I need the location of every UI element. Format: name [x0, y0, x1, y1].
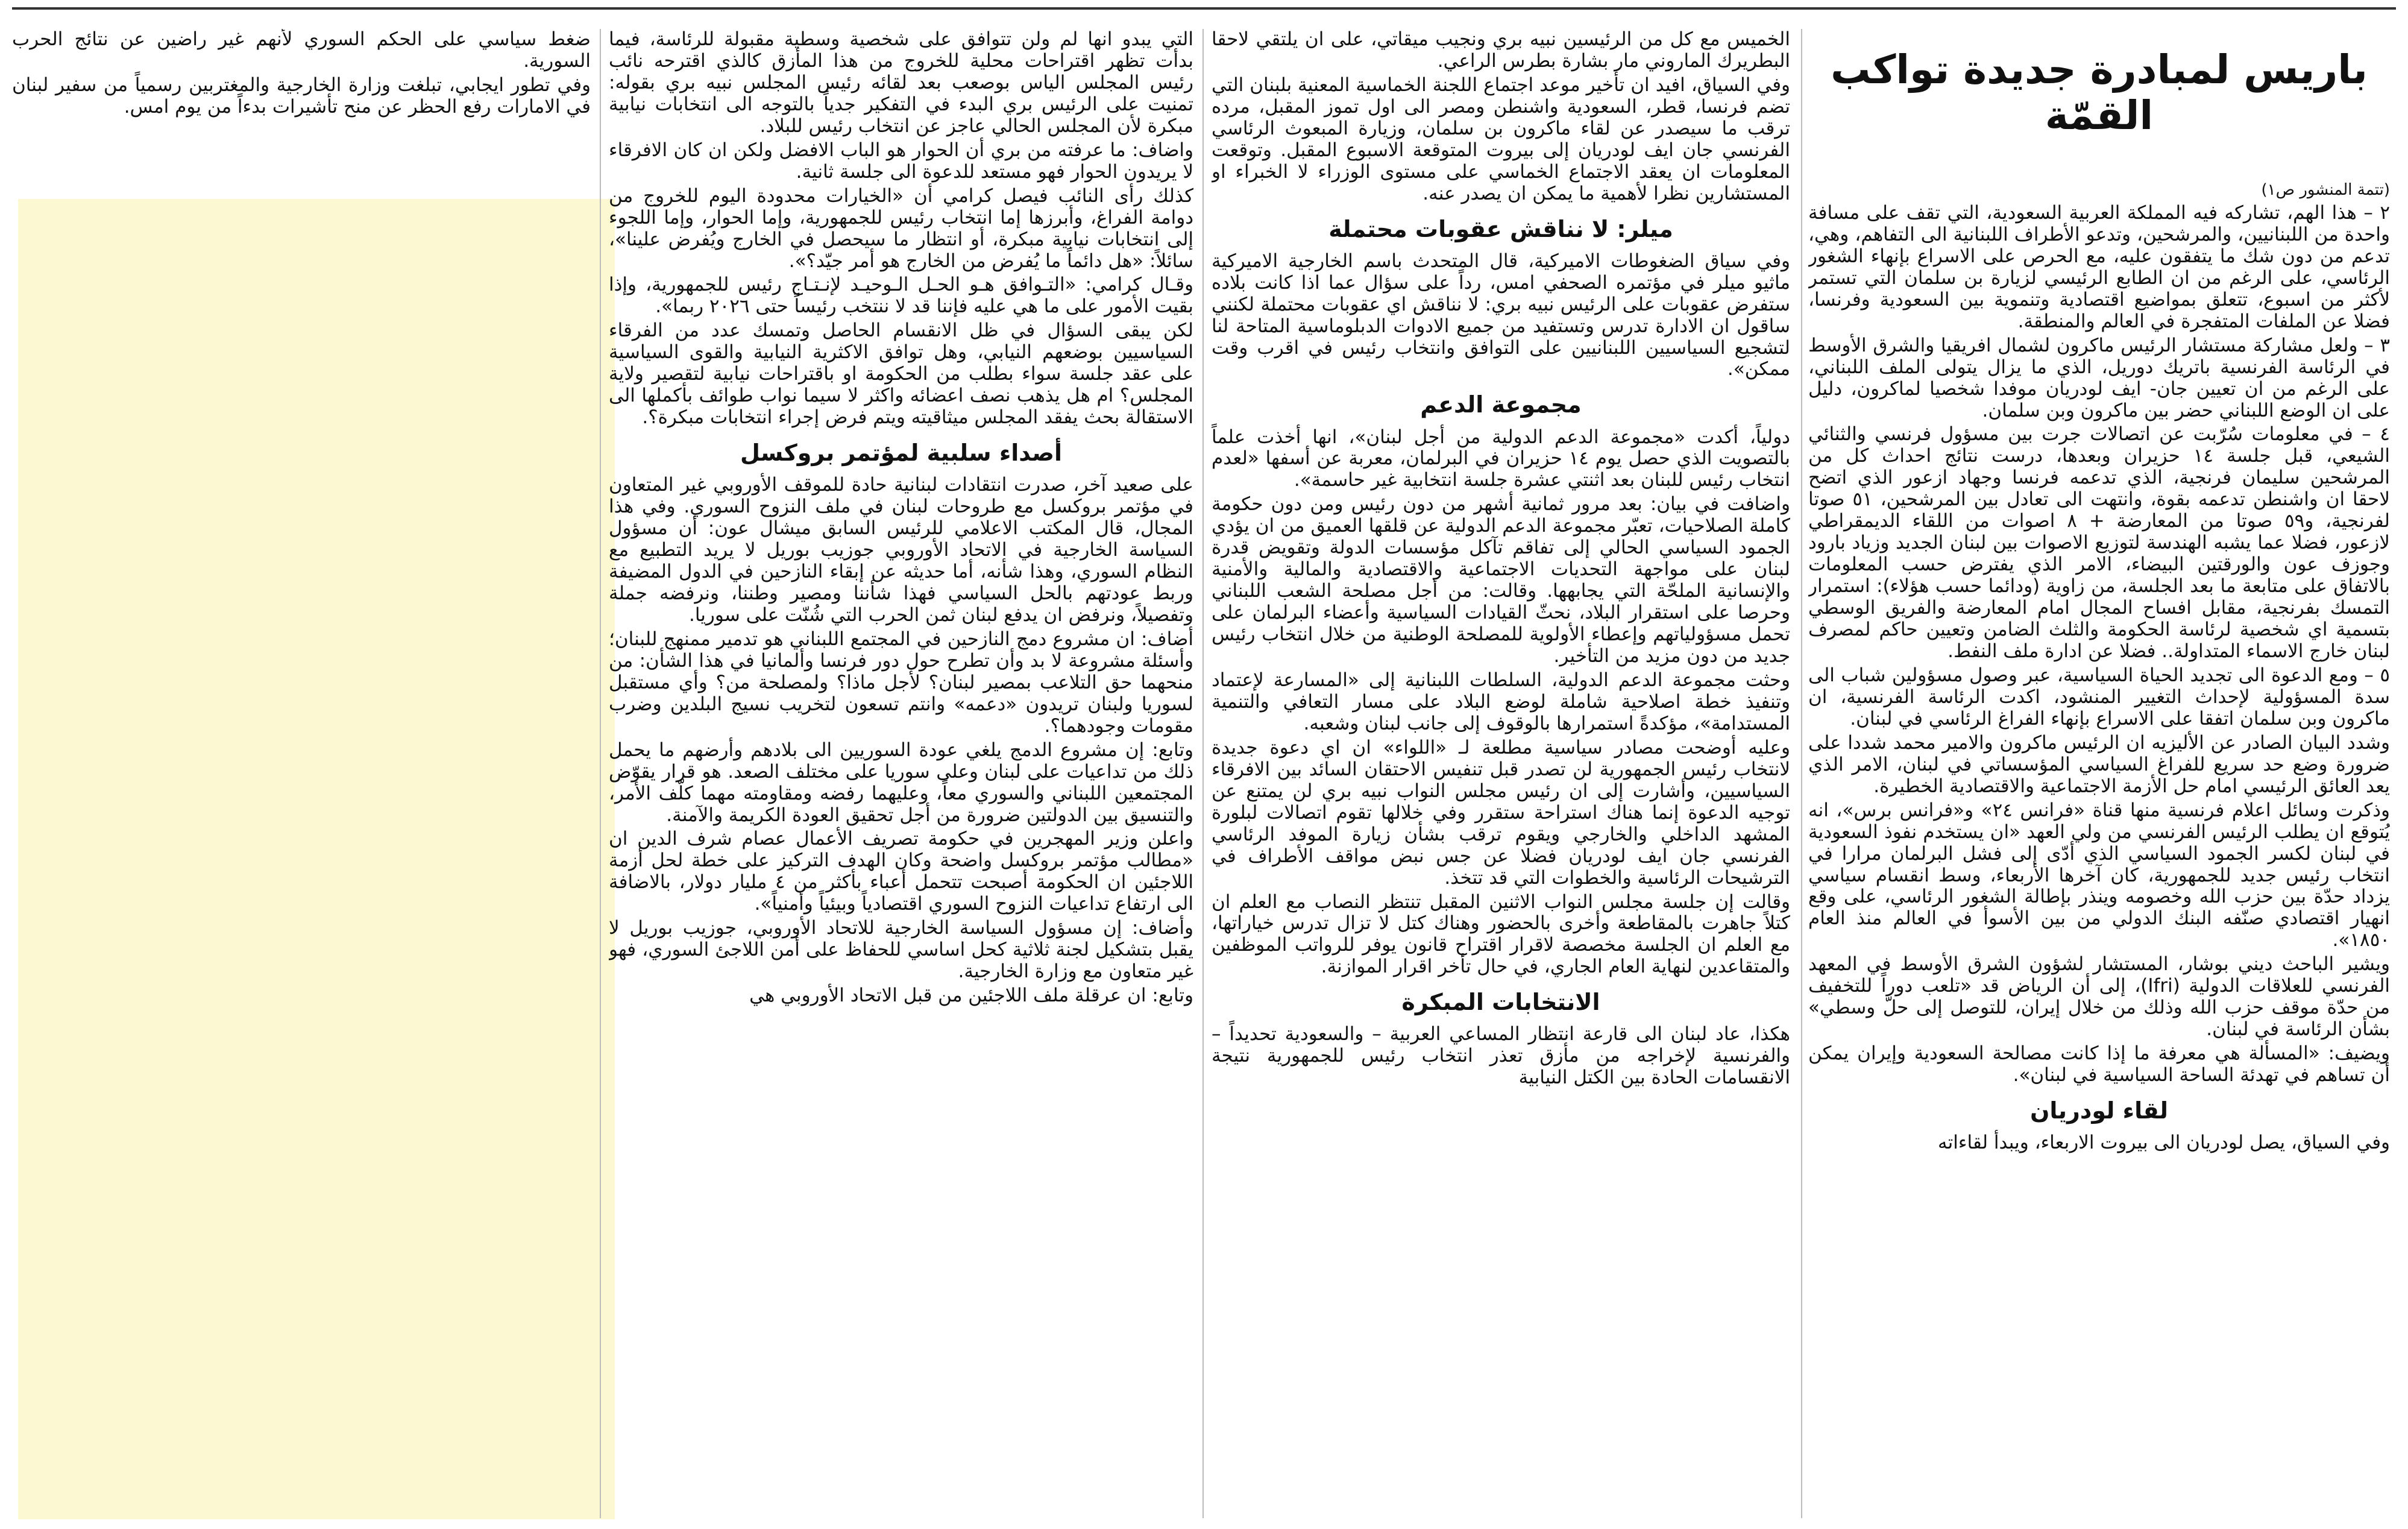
paragraph: الخميس مع كل من الرئيسين نبيه بري ونجيب ميقاتي، على ان يلتقي لاحقا البطريرك الماروني مار بشارة بطرس الراعي. — [1212, 29, 1790, 72]
paragraph: وذكرت وسائل اعلام فرنسية منها قناة «فرانس ٢٤» و«فرانس برس»، انه يُتوقع ان يطلب الرئيس الفرنسي من ولي العهد «ان يستخدم نفوذ السعودية في لبنان لكسر الجمود السياسي الذي أدّى إلى فشل البرلمان مرارا في انتخاب رئيس جديد للجمهورية، كان آخرها الأربعاء، وسط انقسام سياسي يزداد حدّة بين حزب الله وخصومه وينذر بإطالة الشغور الرئاسي، على وقع انهيار اقتصادي صنّفه البنك الدولي من بين الأسوأ في العالم منذ العام ١٨٥٠». — [1808, 799, 2390, 951]
column-divider — [1202, 29, 1204, 1518]
paragraph: التي يبدو انها لم ولن تتوافق على شخصية وسطية مقبولة للرئاسة، فيما بدأت تظهر اقتراحات محلية للخروج من هذا المأزق كالذي اقترحه نائب رئيس المجلس الياس بوصعب بعد لقائه رئيس المجلس نبيه بري بقوله: تمنيت على الرئيس بري البدء في التفكير جدياً بالتوجه الى انتخابات نيابية مبكرة لأن المجلس الحالي عاجز عن انتخاب رئيس للبلاد. — [609, 29, 1193, 137]
column-4 — [12, 29, 591, 1518]
paragraph: وقالت إن جلسة مجلس النواب الاثنين المقبل تنتظر النصاب مع العلم ان كتلاً جاهرت بالمقاطعة وأخرى بالحضور وهناك كتل لا تزال تدرس خياراتها، مع العلم ان الجلسة مخصصة لاقرار اقتراح قانون يوفر للرواتب الموظفين والمتقاعدين لنهاية العام الجاري، في حال تأخر اقرار الموازنة. — [1212, 891, 1790, 978]
paragraph: وتابع: إن مشروع الدمج يلغي عودة السوريين الى بلادهم وأرضهم ما يحمل ذلك من تداعيات على لبنان وعلى سوريا على مختلف الصعد. هو قرار يقوّض المجتمعين اللبناني والسوري معاً، وعليهما رفضه ومقاومته مهما كلّف الأمر، والتنسيق بين الدولتين ضرورة من أجل تحقيق العودة الكريمة والآمنة. — [609, 739, 1193, 826]
paragraph: وحثت مجموعة الدعم الدولية، السلطات اللبنانية إلى «المسارعة لإعتماد وتنفيذ خطة اصلاحية شاملة لوضع البلاد على مسار التعافي والتنمية المستدامة»، مؤكدةً استمرارها بالوقوف إلى جانب لبنان وشعبه. — [1212, 669, 1790, 734]
paragraph: هكذا، عاد لبنان الى قارعة انتظار المساعي العربية – والسعودية تحديداً – والفرنسية لإخراجه من مأزق تعذر انتخاب رئيس للجمهورية نتيجة الانقسامات الحادة بين الكتل النيابية — [1212, 1023, 1790, 1089]
paragraph: أضاف: ان مشروع دمج النازحين في المجتمع اللبناني هو تدمير ممنهج للبنان؛ وأسئلة مشروعة لا بد وأن تطرح حول دور فرنسا وألمانيا في هذا الشأن: من منحهما حق التلاعب بمصير لبنان؟ لأجل ماذا؟ ولمصلحة من؟ وأي مستقبل لسوريا ولبنان تريدون «دعمه» وانتم تسعون لتخريب نسيج البلدين وضرب مقومات وجودهما؟. — [609, 628, 1193, 737]
paragraph: واعلن وزير المهجرين في حكومة تصريف الأعمال عصام شرف الدين ان «مطالب مؤتمر بروكسل واضحة وكان الهدف التركيز على خطة لحل أزمة اللاجئين ان الحكومة أصبحت تتحمل أعباء بأكثر من ٤ مليار دولار، بالاضافة الى ارتفاع تداعيات النزوح السوري اقتصادياً وبيئياً وأمنياً». — [609, 828, 1193, 915]
paragraph: دولياً، أكدت «مجموعة الدعم الدولية من أجل لبنان»، انها أخذت علماً بالتصويت الذي حصل يوم ١٤ حزيران في البرلمان، معربة عن أسفها «لعدم انتخاب رئيس للبنان بعد اثنتي عشرة جلسة انتخابية غير حاسمة». — [1212, 426, 1790, 491]
headline: باريس لمبادرة جديدة تواكب القمّة — [1831, 46, 2368, 139]
paragraph: لكن يبقى السؤال في ظل الانقسام الحاصل وتمسك عدد من الفرقاء السياسيين بوضعهم النيابي، وهل توافق الاكثرية النيابية والقوى السياسية على عقد جلسة سواء بطلب من الحكومة او باقتراحات نيابية لتقصير ولاية المجلس؟ ام هل يذهب نصف اعضائه واكثر لا سيما نواب طوائف بأكملها الى الاستقالة بحث يفقد المجلس ميثاقيته ويتم فرض إجراء انتخابات مبكرة؟. — [609, 320, 1193, 429]
paragraph: كذلك رأى النائب فيصل كرامي أن «الخيارات محدودة اليوم للخروج من دوامة الفراغ، وأبرزها إما انتخاب رئيس للجمهورية، وإما الحوار، وإما اللجوء إلى انتخابات نيابية مبكرة، أو انتظار ما سيحصل في الخارج ويُفرض علينا»، سائلاً: «هل دائماً ما يُفرض من الخارج هو أمر جيّد؟». — [609, 184, 1193, 272]
paragraph: ضغط سياسي على الحكم السوري لأنهم غير راضين عن نتائج الحرب السورية. — [12, 29, 591, 72]
paragraph: ٤ – في معلومات سُرّبت عن اتصالات جرت بين مسؤول فرنسي والثنائي الشيعي، قبل جلسة ١٤ حزيران وبعدها، درست نتائج احداث كل من المرشحين سليمان فرنجية، الذي تدعمه فرنسا وجهاد ازعور الذي اتضح لاحقا ان واشنطن تدعمه بقوة، وانتهت الى تعادل بين المرشحين، ٥١ صوتا لفرنجية، و٥٩ صوتا من المعارضة + ٨ اصوات من اللقاء الديمقراطي لازعور، فضلا عما يشبه الهندسة لتوزيع الاصوات بين لبنان الجديد وزياد بارود وجوزف عون والورقتين البيضاء، الامر الذي يفترض حسب المعلومات بالاتفاق على متابعة ما بعد الجلسة، من زاوية (ودائما حسب هؤلاء): استمرار التمسك بفرنجية، مقابل افساح المجال امام المعارضة والفريق الوسطي بتسمية اي شخصية لرئاسة الحكومة والثلث الضامن وتعيين حاكم لمصرف لبنان خارج الاسماء المتداولة.. فضلا عن ادارة ملف النفط. — [1808, 423, 2390, 662]
paragraph: وفي سياق الضغوطات الاميركية، قال المتحدث باسم الخارجية الاميركية ماثيو ميلر في مؤتمره الصحفي امس، رداً على سؤال عما اذا كانت بلاده ستفرض عقوبات على الرئيس نبيه بري: لا نناقش اي عقوبات محتملة لكنني ساقول ان الادارة تدرس وتستفيد من جميع الادوات الدبلوماسية المتاحة لنا لتشجيع السياسيين اللبنانيين على التوافق وانتخاب رئيس في اقرب وقت ممكن». — [1212, 250, 1790, 380]
column-2 — [1212, 29, 1790, 1518]
paragraph: ٣ – ولعل مشاركة مستشار الرئيس ماكرون لشمال افريقيا والشرق الأوسط في الرئاسة الفرنسية باتريك دوريل، الذي ما يزال يتولى الملف اللبناني، على الرغم من ان تعيين جان- ايف لودريان موفدا شخصيا لماكرون، دليل على ان الوضع اللبناني حضر بين ماكرون وبن سلمان. — [1808, 334, 2390, 421]
column-divider — [600, 29, 601, 1518]
paragraph: على صعيد آخر، صدرت انتقادات لبنانية حادة للموقف الأوروبي غير المتعاون في مؤتمر بروكسل مع طروحات لبنان في ملف النزوح السوري. وفي هذا المجال، قال المكتب الاعلامي للرئيس السابق ميشال عون: أن مسؤول السياسة الخارجية في الاتحاد الأوروبي جوزيب بوريل لا يريد التطبيع مع النظام السوري، وهذا شأنه، أما حديثه عن إبقاء النازحين في الدول المضيفة وربط عودتهم بالحل السياسي فهذا شأننا ومصير وطننا، ونرفضه جملة وتفصيلاً، ونرفض ان يدفع لبنان ثمن الحرب التي شُنّت على سوريا. — [609, 474, 1193, 626]
subheading-early-elections: الانتخابات المبكرة — [1401, 989, 1600, 1016]
paragraph: وفي السياق، يصل لودريان الى بيروت الاربعاء، ويبدأ لقاءاته — [1938, 1132, 2390, 1154]
paragraph: وقـال كرامي: «التـوافق هـو الحـل الـوحيـد لإنـتـاج رئيس للجمهورية، وإذا بقيت الأمور على ما هي عليه فإننا قد لا ننتخب رئيساً حتى ٢٠٢٦ ربما». — [609, 274, 1193, 318]
paragraph: وفي السياق، افيد ان تأخير موعد اجتماع اللجنة الخماسية المعنية بلبنان التي تضم فرنسا، قطر، السعودية واشنطن ومصر الى اول تموز المقبل، مرده ترقب ما سيصدر عن لقاء ماكرون بن سلمان، وزيارة المبعوث الرئاسي الفرنسي جان ايف لودريان إلى بيروت المتوقعة الاسبوع المقبل. وتوقعت المعلومات ان يعقد الاجتماع الخماسي على مستوى الوزراء لا الخبراء او المستشارين نظرا لأهمية ما يمكن ان يصدر عنه. — [1212, 74, 1790, 204]
paragraph: واضافت في بيان: بعد مرور ثمانية أشهر من دون رئيس ومن دون حكومة كاملة الصلاحيات، تعبّر مجموعة الدعم الدولية عن قلقها العميق من ان يؤدي الجمود السياسي الحالي إلى تفاقم تآكل مؤسسات الدولة وتقويض قدرة لبنان على مواجهة التحديات الاجتماعية والاقتصادية والمالية والأمنية والإنسانية الملحّة التي يجابهها. وقالت: من أجل مصلحة الشعب اللبناني وحرصا على استقرار البلاد، نحثّ القيادات السياسية وأعضاء البرلمان على تحمل مسؤولياتهم وإعطاء الأولوية للمصلحة الوطنية من خلال انتخاب رئيس جديد من دون مزيد من التأخير. — [1212, 493, 1790, 667]
top-rule — [12, 7, 2396, 10]
subheading-miller: ميلر: لا نناقش عقوبات محتملة — [1328, 215, 1673, 242]
paragraph: واضاف: ما عرفته من بري أن الحوار هو الباب الافضل ولكن ان كان الافرقاء لا يريدون الحوار فهو مستعد للدعوة الى جلسة ثانية. — [609, 139, 1193, 183]
column-divider — [1801, 29, 1802, 1518]
continuation-note: (تتمة المنشور ص١) — [2261, 180, 2390, 199]
paragraph: وشدد البيان الصادر عن الأليزيه ان الرئيس ماكرون والامير محمد شددا على ضرورة وضع حد سريع للفراغ السياسي المؤسساتي في لبنان، الامر الذي يعد العائق الرئيسي امام حل الأزمة الاجتماعية والاقتصادية الخطيرة. — [1808, 731, 2390, 797]
paragraph: ويشير الباحث ديني بوشار، المستشار لشؤون الشرق الأوسط في المعهد الفرنسي للعلاقات الدولية (Ifri)، إلى أن الرياض قد «تلعب دوراً للتخفيف من حدّة موقف حزب الله وذلك من خلال إيران، للتوصل إلى حلّ وسطي» بشأن الرئاسة في لبنان. — [1808, 953, 2390, 1041]
subheading-brussels: أصداء سلبية لمؤتمر بروكسل — [740, 440, 1062, 467]
paragraph: ويضيف: «المسألة هي معرفة ما إذا كانت مصالحة السعودية وإيران يمكن أن تساهم في تهدئة الساحة السياسية في لبنان». — [1808, 1042, 2390, 1086]
paragraph: وأضاف: إن مسؤول السياسة الخارجية للاتحاد الأوروبي، جوزيب بوريل لا يقبل بتشكيل لجنة ثلاثية كحل اساسي للحفاظ على أمن اللاجئ السوري، فهو غير متعاون مع وزارة الخارجية. — [609, 917, 1193, 983]
subheading-lodrian: لقاء لودريان — [2030, 1097, 2168, 1124]
paragraph: وتابع: ان عرقلة ملف اللاجئين من قبل الاتحاد الأوروبي هي — [749, 985, 1193, 1007]
paragraph: ٥ – ومع الدعوة الى تجديد الحياة السياسية، عبر وصول مسؤولين شباب الى سدة المسؤولية لإحداث التغيير المنشود، اكدت الرئاسة الفرنسية، ان ماكرون وبن سلمان اتفقا على الاسراع بإنهاء الفراغ الرئاسي في لبنان. — [1808, 664, 2390, 730]
paragraph: ٢ – هذا الهم، تشاركه فيه المملكة العربية السعودية، التي تقف على مسافة واحدة من اللبنانيين، والمرشحين، وتدعو الأطراف اللبنانية الى التفاهم، وهي، تدعم من دون شك ما يتفقون عليه، مع الحرص على الاسراع بإنهاء الشغور الرئاسي، على الرغم من ان الطابع الرئيسي لزيارة بن سلمان التي تستمر لأكثر من اسبوع، تتعلق بمواضيع اقتصادية وتنموية بين السعودية وفرنسا، فضلا عن الملفات المتفجرة في العالم والمنطقة. — [1808, 201, 2390, 332]
column-3 — [609, 29, 1193, 1518]
subheading-support-group: مجموعة الدعم — [1420, 391, 1582, 418]
column-1 — [1808, 29, 2390, 1518]
paragraph: وفي تطور ايجابي، تبلغت وزارة الخارجية والمغتربين رسمياً من سفير لبنان في الامارات رفع الحظر عن منح تأشيرات بدءاً من يوم امس. — [12, 74, 591, 118]
paragraph: وعليه أوضحت مصادر سياسية مطلعة لـ «اللواء» ان اي دعوة جديدة لانتخاب رئيس الجمهورية لن تصدر قبل تنفيس الاحتقان السائد بين الافرقاء السياسيين، وأشارت إلى ان رئيس مجلس النواب نبيه بري لن يمتنع عن توجيه الدعوة إنما هناك استراحة ستقرر وفي خلالها تقوم اتصالات لبلورة المشهد الداخلي والخارجي ويقوم ترقب بشأن زيارة الموفد الرئاسي الفرنسي جان ايف لودريان فضلا عن جس نبض مواقف الأطراف في الترشيحات الرئاسية والخطوات التي قد تتخذ. — [1212, 736, 1790, 889]
